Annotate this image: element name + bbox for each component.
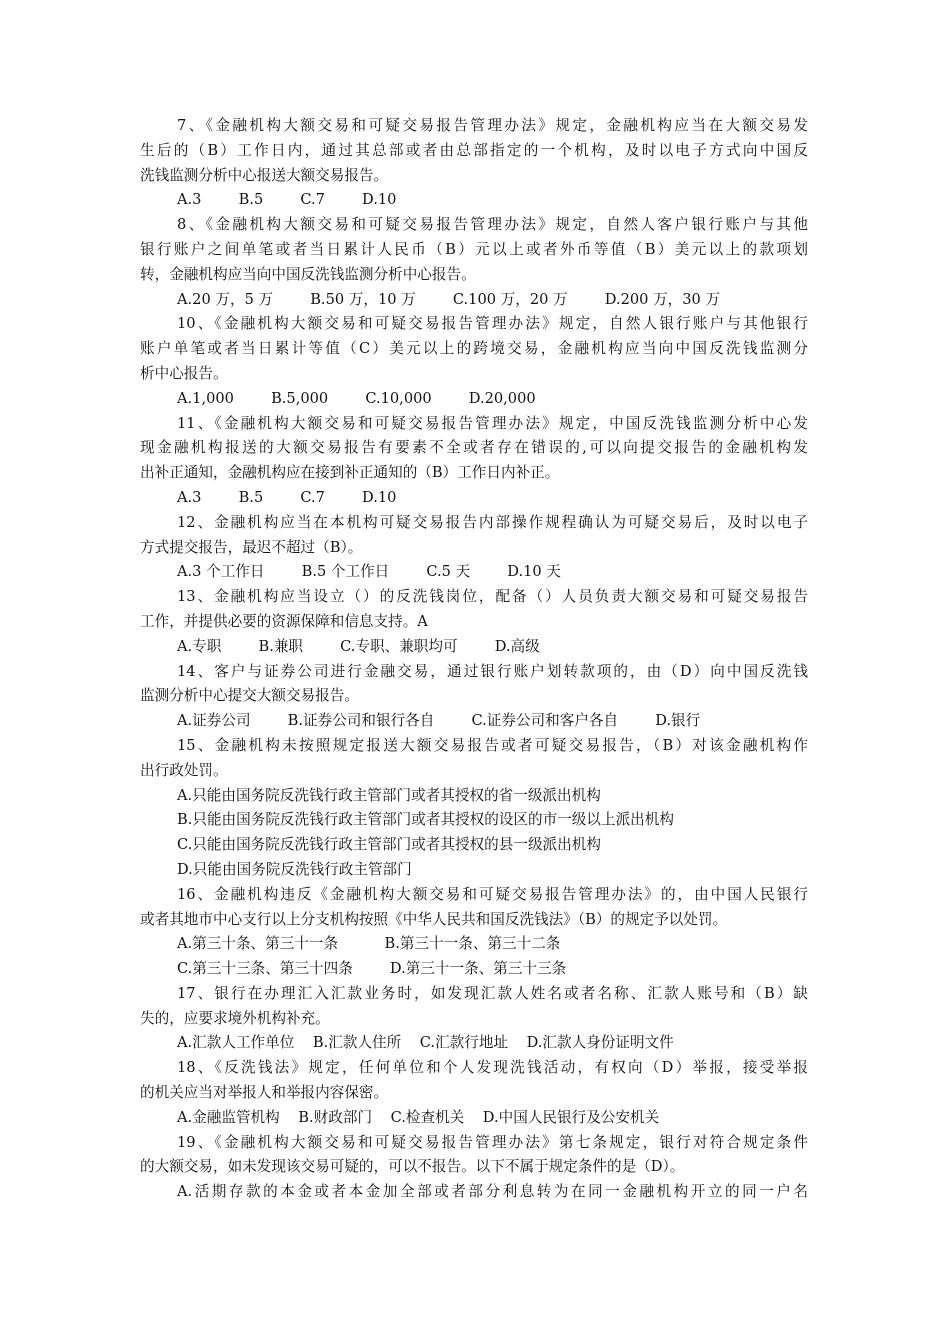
question-text-line: 18、《反洗钱法》规定，任何单位和个人发现洗钱活动，有权向（D）举报，接受举报	[177, 1059, 808, 1077]
question-text-line: 16、金融机构违反《金融机构大额交易和可疑交易报告管理办法》的，由中国人民银行	[177, 885, 808, 903]
document-body	[140, 114, 808, 1205]
answer-options-line: A.金融监管机构 B.财政部门 C.检查机关 D.中国人民银行及公安机关	[177, 1108, 660, 1126]
question-text-line: 银行账户之间单笔或者当日累计人民币（B）元以上或者外币等值（B）美元以上的款项划	[140, 240, 808, 258]
question-text-line: 10、《金融机构大额交易和可疑交易报告管理办法》规定，自然人银行账户与其他银行	[177, 315, 808, 333]
question-text-line: 转，金融机构应当向中国反洗钱监测分析中心报告。	[140, 265, 476, 283]
question-text-line: 13、金融机构应当设立（）的反洗钱岗位，配备（）人员负责大额交易和可疑交易报告	[177, 588, 808, 606]
question-text-line: 生后的（B）工作日内，通过其总部或者由总部指定的一个机构，及时以电子方式向中国反	[140, 141, 808, 159]
question-text-line: 17、银行在办理汇入汇款业务时，如发现汇款人姓名或者名称、汇款人账号和（B）缺	[177, 984, 808, 1002]
question-text-line: 现金融机构报送的大额交易报告有要素不全或者存在错误的,可以向提交报告的金融机构发	[140, 439, 808, 457]
answer-options-line: A.20 万，5 万 B.50 万，10 万 C.100 万，20 万 D.200 万，30 万	[177, 290, 721, 308]
question-text-line: 8、《金融机构大额交易和可疑交易报告管理办法》规定，自然人客户银行账户与其他	[177, 216, 808, 234]
question-text-line: 出行政处罚。	[140, 761, 228, 779]
question-text-line: 洗钱监测分析中心报送大额交易报告。	[140, 166, 389, 184]
question-text-line: 或者其地市中心支行以上分支机构按照《中华人民共和国反洗钱法》（B）的规定予以处罚。	[140, 910, 728, 928]
answer-options-line: A.证券公司 B.证券公司和银行各自 C.证券公司和客户各自 D.银行	[177, 712, 701, 730]
answer-options-line: D.只能由国务院反洗钱行政主管部门	[177, 860, 412, 878]
answer-options-line: A.第三十条、第三十一条 B.第三十一条、第三十二条	[177, 935, 561, 953]
answer-options-line: A.专职 B.兼职 C.专职、兼职均可 D.高级	[177, 637, 540, 655]
question-text-line: 的机关应当对举报人和举报内容保密。	[140, 1084, 389, 1102]
question-text-line: 失的，应要求境外机构补充。	[140, 1009, 330, 1027]
answer-options-line: C.只能由国务院反洗钱行政主管部门或者其授权的县一级派出机构	[177, 836, 601, 854]
answer-options-line: A.1,000 B.5,000 C.10,000 D.20,000	[177, 389, 536, 407]
question-text-line: 12、金融机构应当在本机构可疑交易报告内部操作规程确认为可疑交易后，及时以电子	[177, 513, 808, 531]
question-text-line: 15、金融机构未按照规定报送大额交易报告或者可疑交易报告，（B）对该金融机构作	[177, 736, 808, 754]
question-text-line: 的大额交易，如未发现该交易可疑的，可以不报告。以下不属于规定条件的是（D）。	[140, 1158, 685, 1176]
question-text-line: 7、《金融机构大额交易和可疑交易报告管理办法》规定，金融机构应当在大额交易发	[177, 117, 808, 134]
question-text-line: 14、客户与证券公司进行金融交易，通过银行账户划转款项的，由（D）向中国反洗钱	[177, 662, 808, 680]
answer-options-line: A.3 个工作日 B.5 个工作日 C.5 天 D.10 天	[177, 563, 561, 581]
question-text-line: 方式提交报告，最迟不超过（B）。	[140, 538, 363, 556]
question-text-line: 出补正通知，金融机构应在接到补正通知的（B）工作日内补正。	[140, 464, 560, 482]
question-text-line: 析中心报告。	[140, 364, 228, 382]
question-text-line: 工作，并提供必要的资源保障和信息支持。A	[140, 612, 428, 630]
answer-options-line: A.只能由国务院反洗钱行政主管部门或者其授权的省一级派出机构	[177, 786, 601, 804]
answer-options-line: B.只能由国务院反洗钱行政主管部门或者其授权的设区的市一级以上派出机构	[177, 811, 674, 829]
answer-options-line: A.汇款人工作单位 B.汇款人住所 C.汇款行地址 D.汇款人身份证明文件	[177, 1034, 674, 1052]
question-text-line: 19、《金融机构大额交易和可疑交易报告管理办法》第七条规定，银行对符合规定条件	[177, 1133, 808, 1151]
question-text-line: A.活期存款的本金或者本金加全部或者部分利息转为在同一金融机构开立的同一户名	[177, 1183, 808, 1201]
question-text-line: 11、《金融机构大额交易和可疑交易报告管理办法》规定，中国反洗钱监测分析中心发	[177, 414, 808, 432]
answer-options-line: A.3 B.5 C.7 D.10	[177, 488, 397, 506]
answer-options-line: A.3 B.5 C.7 D.10	[177, 191, 397, 209]
answer-options-line: C.第三十三条、第三十四条 D.第三十一条、第三十三条	[177, 960, 567, 978]
question-text-line: 监测分析中心提交大额交易报告。	[140, 687, 359, 705]
question-text-line: 账户单笔或者当日累计等值（C）美元以上的跨境交易，金融机构应当向中国反洗钱监测分	[140, 340, 808, 358]
